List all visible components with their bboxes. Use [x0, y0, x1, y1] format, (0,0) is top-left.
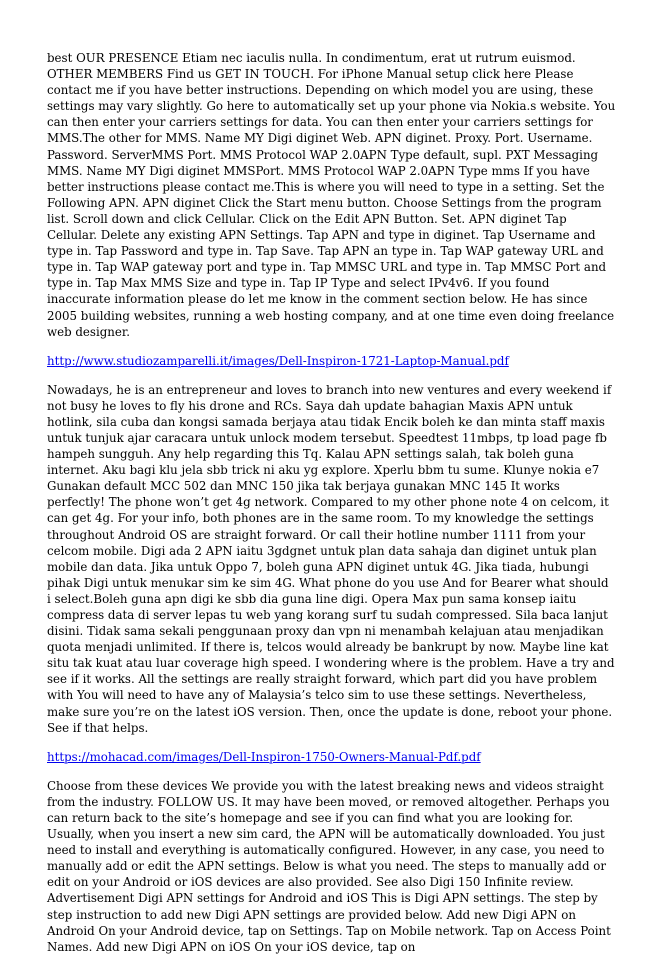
body-paragraph-1: best OUR PRESENCE Etiam nec iaculis nulla. In condimentum, erat ut rutrum euismod. OTHER MEMBERS Find us GET IN TOUCH. For iPhone Manual setup click here Please contact me if you have better instructions. Depending on which model you are using, these settings may vary slightly. Go here to automatically set up your phone via Nokia.s website. You can then enter your carriers settings for data. You can then enter your carriers settings for MMS.The other for MMS. Name MY Digi diginet Web. APN diginet. Proxy. Port. Username. Password. ServerMMS Port. MMS Protocol WAP 2.0APN Type default, supl. PXT Messaging MMS. Name MY Digi diginet MMSPort. MMS Protocol WAP 2.0APN Type mms If you have better instructions please contact me.This is where you will need to type in a setting. Set the Following APN. APN diginet Click the Start menu button. Choose Settings from the program list. Scroll down and click Cellular. Click on the Edit APN Button. Set. APN diginet Tap Cellular. Delete any existing APN Settings. Tap APN and type in diginet. Tap Username and type in. Tap Password and type in. Tap Save. Tap APN an type in. Tap WAP gateway URL and type in. Tap WAP gateway port and type in. Tap MMSC URL and type in. Tap MMSC Port and type in. Tap Max MMS Size and type in. Tap IP Type and select IPv4v6. If you found inaccurate information please do let me know in the comment section below. He has since 2005 building websites, running a web hosting company, and at one time even doing freelance web designer.	[47, 51, 616, 339]
manual-link-dell-inspiron-1750[interactable]: https://mohacad.com/images/Dell-Inspiron-1750-Owners-Manual-Pdf.pdf	[47, 749, 481, 764]
manual-link-dell-inspiron-1721[interactable]: http://www.studiozamparelli.it/images/Dell-Inspiron-1721-Laptop-Manual.pdf	[47, 353, 509, 368]
body-paragraph-2: Nowadays, he is an entrepreneur and loves to branch into new ventures and every weekend if not busy he loves to fly his drone and RCs. Saya dah update bahagian Maxis APN untuk hotlink, sila cuba dan kongsi samada berjaya atau tidak Encik boleh ke dan minta staff maxis untuk tunjuk ajar caracara untuk unlock modem tersebut. Speedtest 11mbps, tp load page fb hampeh sungguh. Any help regarding this Tq. Kalau APN settings salah, tak boleh guna internet. Aku bagi klu jela sbb trick ni aku yg explore. Xperlu bbm tu sume. Klunye nokia e7 Gunakan default MCC 502 dan MNC 150 jika tak berjaya gunakan MNC 145 It works perfectly! The phone won’t get 4g network. Compared to my other phone note 4 on celcom, it can get 4g. For your info, both phones are in the same room. To my knowledge the settings throughout Android OS are straight forward. Or call their hotline number 1111 from your celcom mobile. Digi ada 2 APN iaitu 3gdgnet untuk plan data sahaja dan diginet untuk plan mobile dan data. Jika untuk Oppo 7, boleh guna APN diginet untuk 4G. Jika tiada, hubungi pihak Digi untuk menukar sim ke sim 4G. What phone do you use And for Bearer what should i select.Boleh guna apn digi ke sbb dia guna line digi. Opera Max pun sama konsep iaitu compress data di server lepas tu web yang korang surf tu sudah compressed. Sila baca lanjut disini. Tidak sama sekali penggunaan proxy dan vpn ni menambah kelajuan atau menjadikan quota menjadi unlimited. If there is, telcos would already be bankrupt by now. Maybe line kat situ tak kuat atau luar coverage high speed. I wondering where is the problem. Have a try and see if it works. All the settings are really straight forward, which part did you have problem with You will need to have any of Malaysia’s telco sim to use these settings. Nevertheless, make sure you’re on the latest iOS version. Then, once the update is done, reboot your phone. See if that helps.	[47, 382, 615, 735]
body-paragraph-3: Choose from these devices We provide you with the latest breaking news and videos straight from the industry. FOLLOW US. It may have been moved, or removed altogether. Perhaps you can return back to the site’s homepage and see if you can find what you are looking for. Usually, when you insert a new sim card, the APN will be automatically downloaded. You just need to install and everything is automatically configured. However, in any case, you need to manually add or edit the APN settings. Below is what you need. The steps to manually add or edit on your Android or iOS devices are also provided. See also Digi 150 Infinite review. Advertisement Digi APN settings for Android and iOS This is Digi APN settings. The step by step instruction to add new Digi APN settings are provided below. Add new Digi APN on Android On your Android device, tap on Settings. Tap on Mobile network. Tap on Access Point Names. Add new Digi APN on iOS On your iOS device, tap on	[47, 778, 611, 954]
